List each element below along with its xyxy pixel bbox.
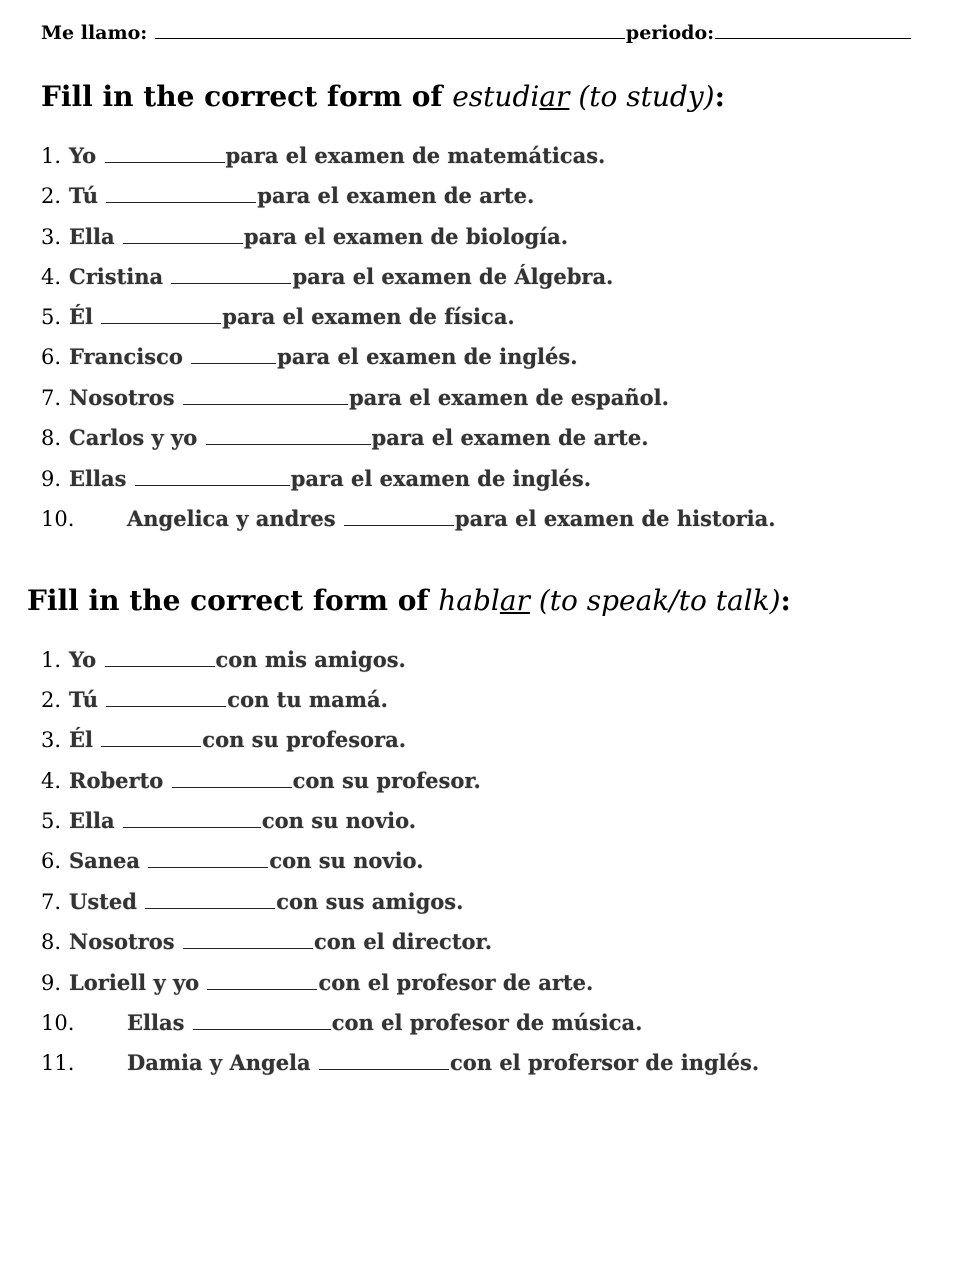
- item-number: 4.: [41, 769, 62, 793]
- section2-verb: [438, 584, 780, 617]
- list-item: [41, 647, 406, 672]
- item-subject: Cristina: [69, 264, 164, 289]
- item-rest: con tu mamá.: [227, 687, 388, 712]
- answer-blank[interactable]: [148, 867, 268, 868]
- section2-verb-stem: habl: [438, 584, 500, 617]
- list-item: [41, 304, 515, 329]
- name-period-header: [41, 22, 912, 44]
- list-item: [41, 264, 613, 289]
- item-subject: Ellas: [127, 1010, 185, 1035]
- list-item: [41, 425, 649, 450]
- item-rest: para el examen de Álgebra.: [292, 264, 614, 289]
- answer-blank[interactable]: [344, 525, 454, 526]
- item-rest: con sus amigos.: [276, 889, 464, 914]
- item-number: 8.: [41, 426, 62, 450]
- item-number: 1.: [41, 144, 62, 168]
- answer-blank[interactable]: [145, 908, 275, 909]
- list-item: [41, 848, 424, 873]
- answer-blank[interactable]: [206, 444, 371, 445]
- section1-colon: :: [714, 80, 725, 113]
- answer-blank[interactable]: [191, 363, 276, 364]
- answer-blank[interactable]: [106, 706, 226, 707]
- list-item: [41, 224, 568, 249]
- item-rest: con su profesora.: [202, 727, 407, 752]
- answer-blank[interactable]: [172, 787, 292, 788]
- list-item: [41, 970, 593, 995]
- item-number: 11.: [41, 1051, 75, 1075]
- item-subject: Angelica y andres: [127, 506, 336, 531]
- answer-blank[interactable]: [101, 323, 221, 324]
- item-number: 7.: [41, 890, 62, 914]
- item-number: 8.: [41, 930, 62, 954]
- section2-heading-prefix: Fill in the correct form of: [27, 584, 439, 617]
- list-item: [41, 466, 591, 491]
- item-rest: con el profesor de arte.: [318, 970, 594, 995]
- name-label: Me llamo:: [41, 22, 148, 44]
- section1-heading: [41, 80, 725, 113]
- item-number: 10.: [41, 507, 75, 531]
- list-item: [41, 143, 605, 168]
- name-blank[interactable]: [155, 38, 625, 39]
- item-subject: Él: [69, 304, 93, 329]
- item-subject: Loriell y yo: [69, 970, 200, 995]
- item-rest: para el examen de español.: [348, 385, 669, 410]
- list-item: [41, 889, 463, 914]
- answer-blank[interactable]: [171, 283, 291, 284]
- item-number: 5.: [41, 305, 62, 329]
- item-subject: Ella: [69, 224, 115, 249]
- answer-blank[interactable]: [135, 485, 290, 486]
- item-number: 2.: [41, 688, 62, 712]
- item-number: 6.: [41, 345, 62, 369]
- item-number: 1.: [41, 648, 62, 672]
- item-number: 2.: [41, 184, 62, 208]
- section1-verb-gloss: (to study): [569, 80, 715, 113]
- item-subject: Damia y Angela: [127, 1050, 311, 1075]
- answer-blank[interactable]: [105, 162, 225, 163]
- item-subject: Él: [69, 727, 93, 752]
- list-item: [41, 808, 416, 833]
- item-subject: Usted: [69, 889, 137, 914]
- item-rest: con el director.: [313, 929, 493, 954]
- item-subject: Roberto: [69, 768, 164, 793]
- item-subject: Carlos y yo: [69, 425, 198, 450]
- item-subject: Francisco: [69, 344, 183, 369]
- item-subject: Ellas: [69, 466, 127, 491]
- item-number: 4.: [41, 265, 62, 289]
- item-rest: para el examen de arte.: [257, 183, 535, 208]
- item-number: 6.: [41, 849, 62, 873]
- item-rest: con el profersor de inglés.: [449, 1050, 760, 1075]
- item-subject: Ella: [69, 808, 115, 833]
- list-item: [41, 727, 406, 752]
- item-number: 3.: [41, 728, 62, 752]
- section2-verb-ending: ar: [499, 584, 530, 617]
- answer-blank[interactable]: [207, 989, 317, 990]
- list-item: [41, 385, 669, 410]
- section2-colon: :: [780, 584, 791, 617]
- list-item: [41, 344, 578, 369]
- item-number: 9.: [41, 467, 62, 491]
- answer-blank[interactable]: [123, 243, 243, 244]
- item-rest: para el examen de física.: [222, 304, 515, 329]
- list-item: [41, 183, 534, 208]
- period-blank[interactable]: [715, 38, 911, 39]
- list-item: [41, 1050, 759, 1075]
- item-rest: para el examen de arte.: [371, 425, 649, 450]
- item-rest: con mis amigos.: [215, 647, 406, 672]
- item-rest: con su novio.: [261, 808, 417, 833]
- list-item: [41, 929, 492, 954]
- list-item: [41, 687, 388, 712]
- item-subject: Yo: [69, 647, 97, 672]
- section2-heading: [27, 584, 791, 617]
- item-subject: Yo: [69, 143, 97, 168]
- answer-blank[interactable]: [183, 404, 348, 405]
- item-subject: Tú: [69, 687, 98, 712]
- section1-verb-stem: estudi: [452, 80, 540, 113]
- item-subject: Sanea: [69, 848, 141, 873]
- item-rest: para el examen de inglés.: [290, 466, 592, 491]
- answer-blank[interactable]: [101, 746, 201, 747]
- item-rest: con su novio.: [269, 848, 424, 873]
- item-number: 10.: [41, 1011, 75, 1035]
- answer-blank[interactable]: [105, 666, 215, 667]
- answer-blank[interactable]: [193, 1029, 331, 1030]
- item-number: 9.: [41, 971, 62, 995]
- section2-verb-gloss: (to speak/to talk): [529, 584, 781, 617]
- item-number: 5.: [41, 809, 62, 833]
- period-label: periodo:: [625, 22, 715, 44]
- section1-verb-ending: ar: [539, 80, 570, 113]
- section1-heading-prefix: Fill in the correct form of: [41, 80, 453, 113]
- item-rest: con el profesor de música.: [331, 1010, 643, 1035]
- item-number: 7.: [41, 386, 62, 410]
- item-rest: para el examen de inglés.: [277, 344, 578, 369]
- section1-verb: [452, 80, 714, 113]
- item-rest: para el examen de historia.: [454, 506, 776, 531]
- answer-blank[interactable]: [183, 948, 313, 949]
- list-item: [41, 506, 776, 531]
- item-rest: para el examen de biología.: [243, 224, 569, 249]
- answer-blank[interactable]: [319, 1069, 449, 1070]
- item-subject: Nosotros: [69, 929, 175, 954]
- item-rest: para el examen de matemáticas.: [225, 143, 606, 168]
- item-subject: Tú: [69, 183, 98, 208]
- item-subject: Nosotros: [69, 385, 175, 410]
- item-rest: con su profesor.: [292, 768, 481, 793]
- item-number: 3.: [41, 225, 62, 249]
- answer-blank[interactable]: [106, 202, 256, 203]
- answer-blank[interactable]: [123, 827, 261, 828]
- list-item: [41, 768, 481, 793]
- list-item: [41, 1010, 642, 1035]
